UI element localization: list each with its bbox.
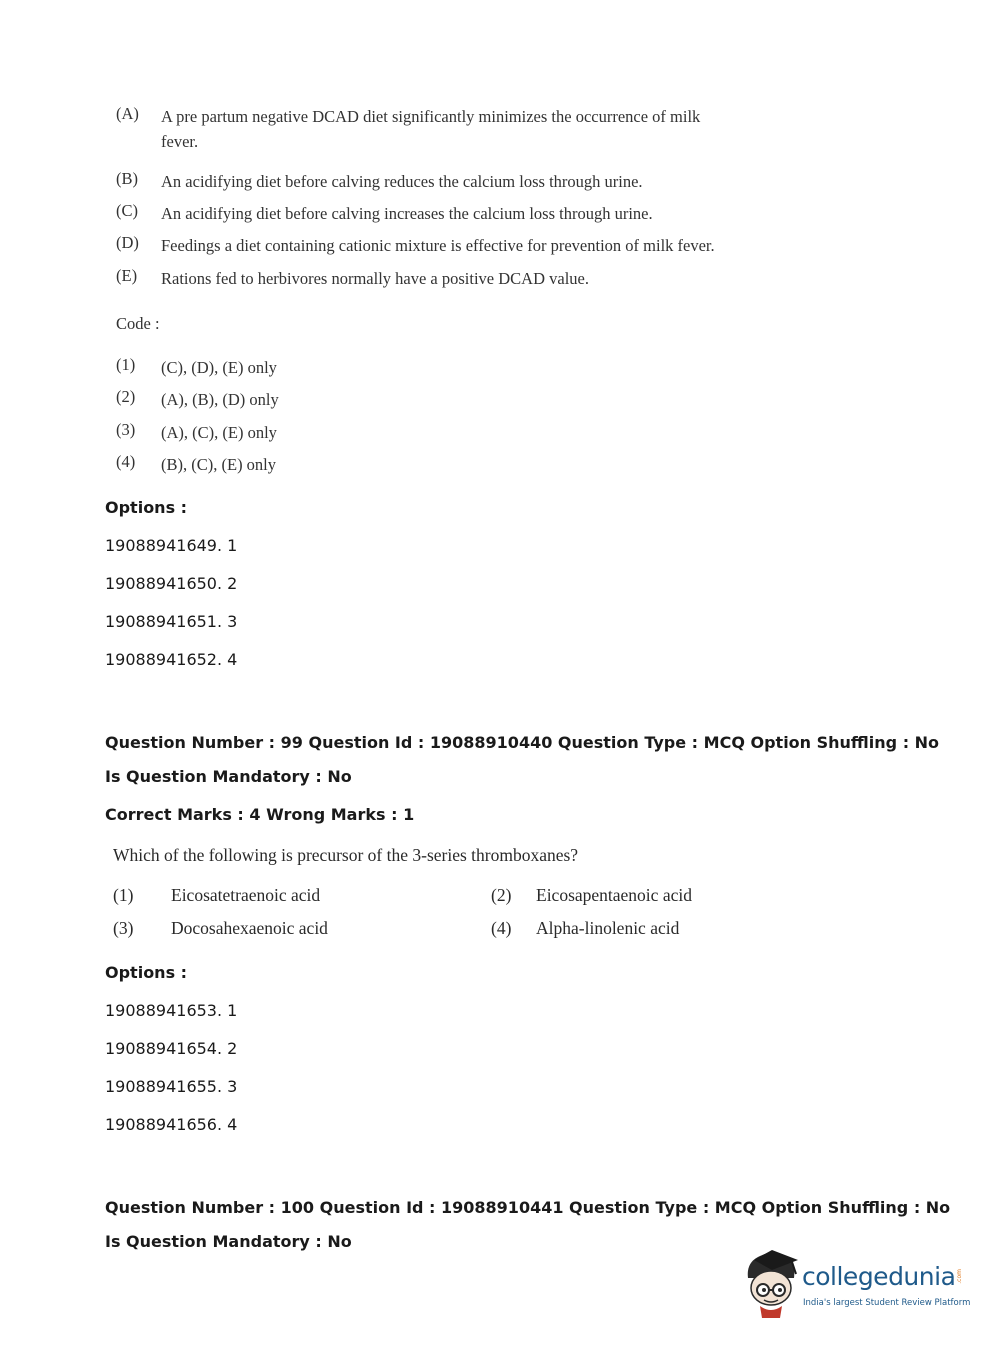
code-number: (1) (116, 355, 136, 374)
choice-number: (1) (113, 885, 134, 905)
question-text: Which of the following is precursor of the 3-series thromboxanes? (113, 845, 579, 865)
statement-text: Feedings a diet containing cationic mixture is effective for prevention of milk fever. (161, 236, 715, 255)
choice-text: Eicosatetraenoic acid (171, 885, 321, 905)
question-mandatory: Is Question Mandatory : No (105, 1232, 352, 1251)
question-marks: Correct Marks : 4 Wrong Marks : 1 (105, 805, 415, 824)
option-line: 19088941654. 2 (105, 1039, 238, 1058)
statement-label: (E) (116, 266, 138, 285)
collegedunia-logo (742, 1248, 972, 1318)
choice-text: Alpha-linolenic acid (536, 918, 680, 938)
option-line: 19088941655. 3 (105, 1077, 238, 1096)
code-number: (2) (116, 387, 136, 406)
statement-text: A pre partum negative DCAD diet significantly minimizes the occurrence of milk fever. (161, 107, 701, 151)
code-label: Code : (116, 314, 160, 333)
option-line: 19088941653. 1 (105, 1001, 238, 1020)
choice-number: (3) (113, 918, 134, 938)
option-line: 19088941650. 2 (105, 574, 238, 593)
code-text: (A), (B), (D) only (161, 390, 279, 409)
choice-text: Eicosapentaenoic acid (536, 885, 692, 905)
choice-3 (113, 918, 328, 939)
code-number: (3) (116, 420, 136, 439)
statement-text: An acidifying diet before calving increases the calcium loss through urine. (161, 204, 653, 223)
question-header: Question Number : 99 Question Id : 19088910440 Question Type : MCQ Option Shuffling : No (105, 733, 940, 752)
logo-wordmark: collegedunia (802, 1262, 956, 1291)
option-line: 19088941656. 4 (105, 1115, 238, 1134)
code-text: (A), (C), (E) only (161, 423, 277, 442)
option-line: 19088941651. 3 (105, 612, 238, 631)
code-number: (4) (116, 452, 136, 471)
choice-number: (4) (491, 918, 512, 938)
option-line: 19088941652. 4 (105, 650, 238, 669)
statement-text: Rations fed to herbivores normally have a positive DCAD value. (161, 269, 589, 288)
logo-tagline: India's largest Student Review Platform (803, 1298, 971, 1308)
choice-1 (113, 885, 321, 906)
choice-2 (491, 885, 692, 906)
mascot-icon (742, 1248, 802, 1318)
statement-label: (B) (116, 169, 138, 188)
statement-label: (A) (116, 104, 139, 123)
options-heading: Options : (105, 498, 188, 517)
logo-suffix: .com (956, 1269, 963, 1284)
choice-4 (491, 918, 680, 939)
code-text: (B), (C), (E) only (161, 455, 277, 474)
option-line: 19088941649. 1 (105, 536, 238, 555)
question-mandatory: Is Question Mandatory : No (105, 767, 352, 786)
statement-label: (C) (116, 201, 138, 220)
statement-text: An acidifying diet before calving reduces the calcium loss through urine. (161, 172, 643, 191)
question-header: Question Number : 100 Question Id : 19088910441 Question Type : MCQ Option Shuffling : No (105, 1198, 951, 1217)
code-text: (C), (D), (E) only (161, 358, 277, 377)
choice-text: Docosahexaenoic acid (171, 918, 328, 938)
options-heading: Options : (105, 963, 188, 982)
statement-label: (D) (116, 233, 139, 252)
choice-number: (2) (491, 885, 512, 905)
